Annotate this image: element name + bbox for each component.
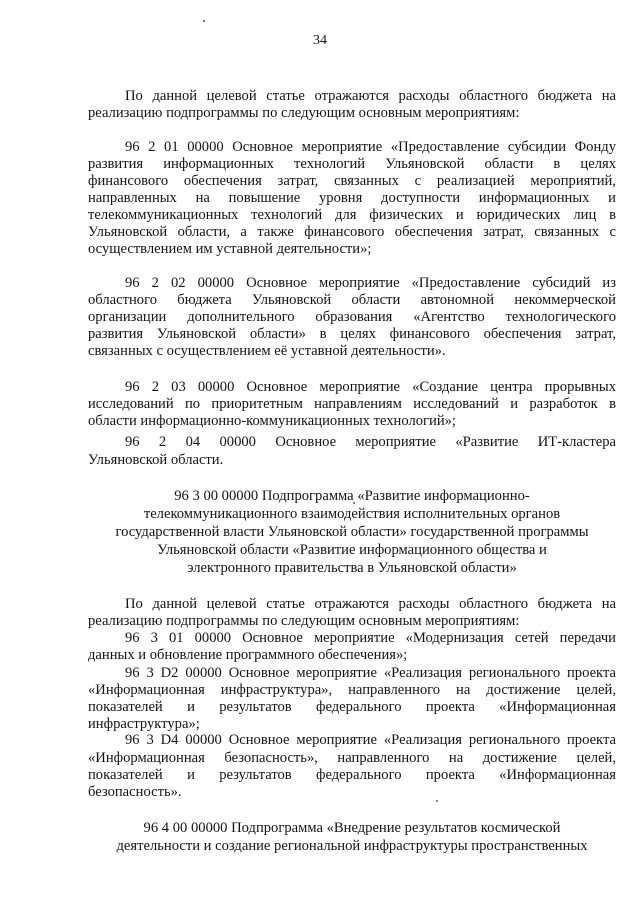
subprogram-heading: 96 3 00 00000 Подпрограмма «Развитие информационно- (174, 488, 530, 504)
paragraph-line: развития Ульяновской области» в целях финансового обеспечения затрат, (88, 326, 616, 342)
paragraph-line: По данной целевой статье отражаются расходы областного бюджета на (125, 88, 616, 104)
paragraph-line: областного бюджета Ульяновской области автономной некоммерческой (88, 292, 616, 308)
paragraph-line: финансового обеспечения затрат, связанных с реализацией мероприятий, (88, 173, 616, 189)
paragraph-line: 96 3 01 00000 Основное мероприятие «Модернизация сетей передачи (125, 630, 616, 646)
page-number: 34 (313, 33, 327, 48)
subprogram-heading: телекоммуникационного взаимодействия исполнительных органов (143, 506, 561, 522)
paragraph-line: организации дополнительного образования «Агентство технологического (88, 309, 616, 325)
paragraph-line: связанных с осуществлением её уставной деятельности». (88, 343, 446, 359)
paragraph-line: 96 3 D2 00000 Основное мероприятие «Реализация регионального проекта (125, 665, 616, 681)
paragraph-line: «Информационная инфраструктура», направленного на достижение целей, (88, 682, 616, 698)
paragraph-line: 96 3 D4 00000 Основное мероприятие «Реализация регионального проекта (125, 732, 616, 748)
paragraph-line: «Информационная безопасность», направленного на достижение целей, (88, 750, 616, 766)
paragraph-line: показателей и результатов федерального проекта «Информационная (88, 767, 616, 783)
paragraph-line: исследований по приоритетным направлениям исследований и разработок в (88, 396, 616, 412)
paragraph-line: показателей и результатов федерального проекта «Информационная (88, 699, 616, 715)
paragraph-line: данных и обновление программного обеспечения»; (88, 647, 408, 663)
paragraph-line: области информационно-коммуникационных технологий»; (88, 413, 456, 429)
paragraph-line: реализацию подпрограммы по следующим основным мероприятиям: (88, 613, 520, 629)
paragraph-line: осуществлением им уставной деятельности»; (88, 241, 372, 257)
subprogram-heading: деятельности и создание региональной инфраструктуры пространственных (116, 838, 588, 854)
paragraph-line: безопасность». (88, 784, 182, 800)
paragraph-line: 96 2 04 00000 Основное мероприятие «Развитие ИТ-кластера (125, 434, 616, 450)
paragraph-line: телекоммуникационных технологий для физических и юридических лиц в (88, 207, 616, 223)
paragraph-line: направленных на повышение уровня доступности информационных и (88, 190, 616, 206)
subprogram-heading: государственной власти Ульяновской области» государственной программы (115, 524, 589, 540)
paragraph-line: развития информационных технологий Ульяновской области в целях (88, 156, 616, 172)
scan-speck (203, 20, 205, 22)
paragraph-line: инфраструктура»; (88, 716, 200, 732)
paragraph-line: По данной целевой статье отражаются расходы областного бюджета на (125, 596, 616, 612)
paragraph-line: 96 2 02 00000 Основное мероприятие «Предоставление субсидий из (125, 275, 616, 291)
paragraph-line: 96 2 03 00000 Основное мероприятие «Создание центра прорывных (125, 379, 616, 395)
subprogram-heading: электронного правительства в Ульяновской области» (187, 560, 517, 576)
paragraph-line: Ульяновской области. (88, 452, 224, 468)
paragraph-line: 96 2 01 00000 Основное мероприятие «Предоставление субсидии Фонду (125, 139, 616, 155)
paragraph-line: Ульяновской области, а также финансового обеспечения затрат, связанных с (88, 224, 616, 240)
subprogram-heading: Ульяновской области «Развитие информационного общества и (157, 542, 547, 558)
paragraph-line: реализацию подпрограммы по следующим основным мероприятиям: (88, 105, 520, 121)
subprogram-heading: 96 4 00 00000 Подпрограмма «Внедрение результатов космической (143, 820, 561, 836)
